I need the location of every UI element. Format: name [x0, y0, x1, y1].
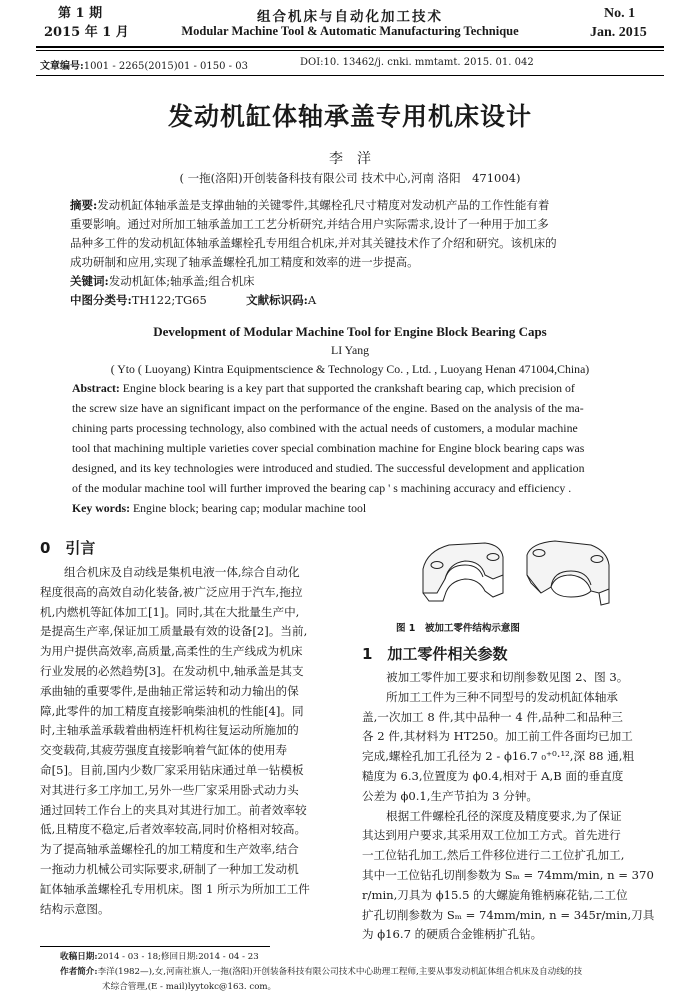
meta-rule	[36, 75, 664, 76]
issue-cn: 第 1 期	[58, 6, 103, 21]
classification-row	[70, 291, 640, 310]
abstract-cn-line-1: 摘要:发动机缸体轴承盖是支撑曲轴的关键零件,其螺栓孔尺寸精度对发动机产品的工作性能有着	[70, 198, 550, 212]
english-abstract: Abstract: Engine block bearing is a key part that supported the crankshaft bearing cap, which precision of the screw size have an significant impact on the performance of the engine. Based on the analysis of the ma- chining parts processing technology, also combined with the actual needs of customers, a modular machine tool that machining multiple varieties cover special combination machine for Engine block bearing caps was designed, and its key technologies were introduced and studied. The successful development and application of the modular machine tool will further improved the bearing cap ' s machining accuracy and efficiency . Key words: Engine block; bearing cap; modular machine tool	[72, 378, 642, 518]
english-affiliation: ( Yto ( Luoyang) Kintra Equipmentscience & Technology Co. , Ltd. , Luoyang Henan 471004,China)	[110, 362, 590, 376]
issue-en: No. 1	[604, 6, 636, 21]
figure-1-caption: 图 1 被加工零件结构示意图	[396, 623, 520, 634]
abstract-cn-label: 摘要:	[70, 198, 98, 212]
received-date: 收稿日期:2014 - 03 - 18;修回日期:2014 - 04 - 23	[60, 952, 259, 962]
year-cn: 2015 年 1 月	[44, 25, 129, 40]
clc-value: TH122;TG65	[131, 293, 207, 307]
english-title: Development of Modular Machine Tool for Engine Block Bearing Caps	[153, 324, 547, 339]
doc-code-value: A	[307, 293, 317, 307]
section-0-body: 组合机床及自动线是集机电液一体,综合自动化 程度很高的高效自动化装备,被广泛应用于汽车,拖拉 机,内燃机等缸体加工[1]。同时,其在大批量生产中, 是提高生产率,保证加工质量最有效的设备[2]。当前, 为用户提供高效率,高质量,高柔性的生产线成为机床 行业发展的必然趋势[3]。在发动机中,轴承盖是其支 承曲轴的重要零件,是曲轴正常运转和动力输出的保 障,此零件的加工精度直接影响柴油机的性能[4]。同 时,主轴承盖承载着曲柄连杆机构往复运动所施加的 交变载荷,其疲劳强度直接影响着气缸体的使用寿 命[5]。目前,国内少数厂家采用钻床通过单一钻模板 对其进行多工序加工,另外一些厂家采用卧式动力头 通过回转工作台上的夹具对其进行加工。前者效率较 低,且精度不稳定,后者效率较高,同时价格相对较高。 为了提高轴承盖螺栓孔的加工精度和生产效率,结合 一拖动力机械公司实际要求,研制了一种加工发动机 缸体轴承盖螺栓孔专用机床。图 1 所示为所加工工件 结构示意图。	[40, 565, 310, 916]
article-number-value: 1001 - 2265(2015)01 - 0150 - 03	[83, 61, 248, 72]
article-number-label: 文章编号:	[40, 61, 84, 72]
journal-title-cn: 组合机床与自动化加工技术	[257, 9, 443, 25]
article-number	[40, 57, 248, 72]
english-keywords: Key words: Engine block; bearing cap; modular machine tool	[72, 501, 367, 515]
figure-1-image	[415, 535, 615, 617]
keywords-cn: 关键词:发动机缸体;轴承盖;组合机床	[70, 274, 255, 288]
doc-code-label: 文献标识码:	[246, 293, 308, 307]
clc-label: 中图分类号:	[70, 293, 132, 307]
author-cn: 李 洋	[329, 151, 371, 167]
abstract-cn-line-2: 重要影响。通过对所加工轴承盖加工工艺分析研究,并结合用户实际需求,设计了一种用于加工多	[70, 217, 549, 231]
date-en: Jan. 2015	[590, 25, 647, 40]
footnote-rule	[40, 946, 270, 947]
footnote	[60, 950, 660, 995]
header-rule-thin	[36, 50, 664, 51]
section-0-heading: 0 引言	[40, 539, 96, 557]
english-abstract-label: Abstract:	[72, 381, 120, 395]
author-bio: 作者简介:李洋(1982—),女,河南社旗人,一拖(洛阳)开创装备科技有限公司技术中心助理工程师,主要从事发动机缸体组合机床及自动线的技	[60, 967, 583, 977]
doi: DOI:10. 13462/j. cnki. mmtamt. 2015. 01. 042	[300, 57, 534, 68]
journal-title-en: Modular Machine Tool & Automatic Manufacturing Technique	[181, 24, 519, 38]
section-1-body: 被加工零件加工要求和切削参数见图 2、图 3。 所加工工件为三种不同型号的发动机缸体轴承 盖,一次加工 8 件,其中品种一 4 件,品种二和品种三 各 2 件,其材料为 HT250。加工前工件各面均已加工 完成,螺栓孔加工孔径为 2 - ϕ16.7 ₀⁺⁰·¹²,深 88 通,粗 糙度为 6.3,位置度为 ϕ0.4,相对于 A,B 面的垂直度 公差为 ϕ0.1,生产节拍为 3 分钟。 根据工件螺栓孔径的深度及精度要求,为了保证 其达到用户要求,其采用双工位加工方式。首先进行 一工位钻孔加工,然后工件移位进行二工位扩孔加工, 其中一工位钻孔切削参数为 Sₘ = 74mm/min, n = 370 r/min,刀具为 ϕ15.5 的大螺旋角锥柄麻花钻,二工位 扩孔切削参数为 Sₘ = 74mm/min, n = 345r/min,刀具 为 ϕ16.7 的硬质合金锥柄扩孔钻。	[362, 670, 655, 942]
page-title: 发动机缸体轴承盖专用机床设计	[167, 102, 532, 131]
header-rule-thick	[36, 46, 664, 48]
abstract-cn	[70, 196, 640, 310]
abstract-cn-line-4: 成功研制和应用,实现了轴承盖螺栓孔加工精度和效率的进一步提高。	[70, 255, 419, 269]
abstract-cn-line-3: 品种多工件的发动机缸体轴承盖螺栓孔专用组合机床,并对其关键技术作了介绍和研究。该机床的	[70, 236, 557, 250]
author-bio-cont: 术综合管理,(E - mail)lyytokc@163. com。	[102, 982, 277, 992]
english-author: LI Yang	[330, 343, 370, 357]
section-1-heading: 1 加工零件相关参数	[362, 645, 508, 663]
affiliation-cn: ( 一拖(洛阳)开创装备科技有限公司 技术中心,河南 洛阳 471004)	[179, 171, 521, 185]
